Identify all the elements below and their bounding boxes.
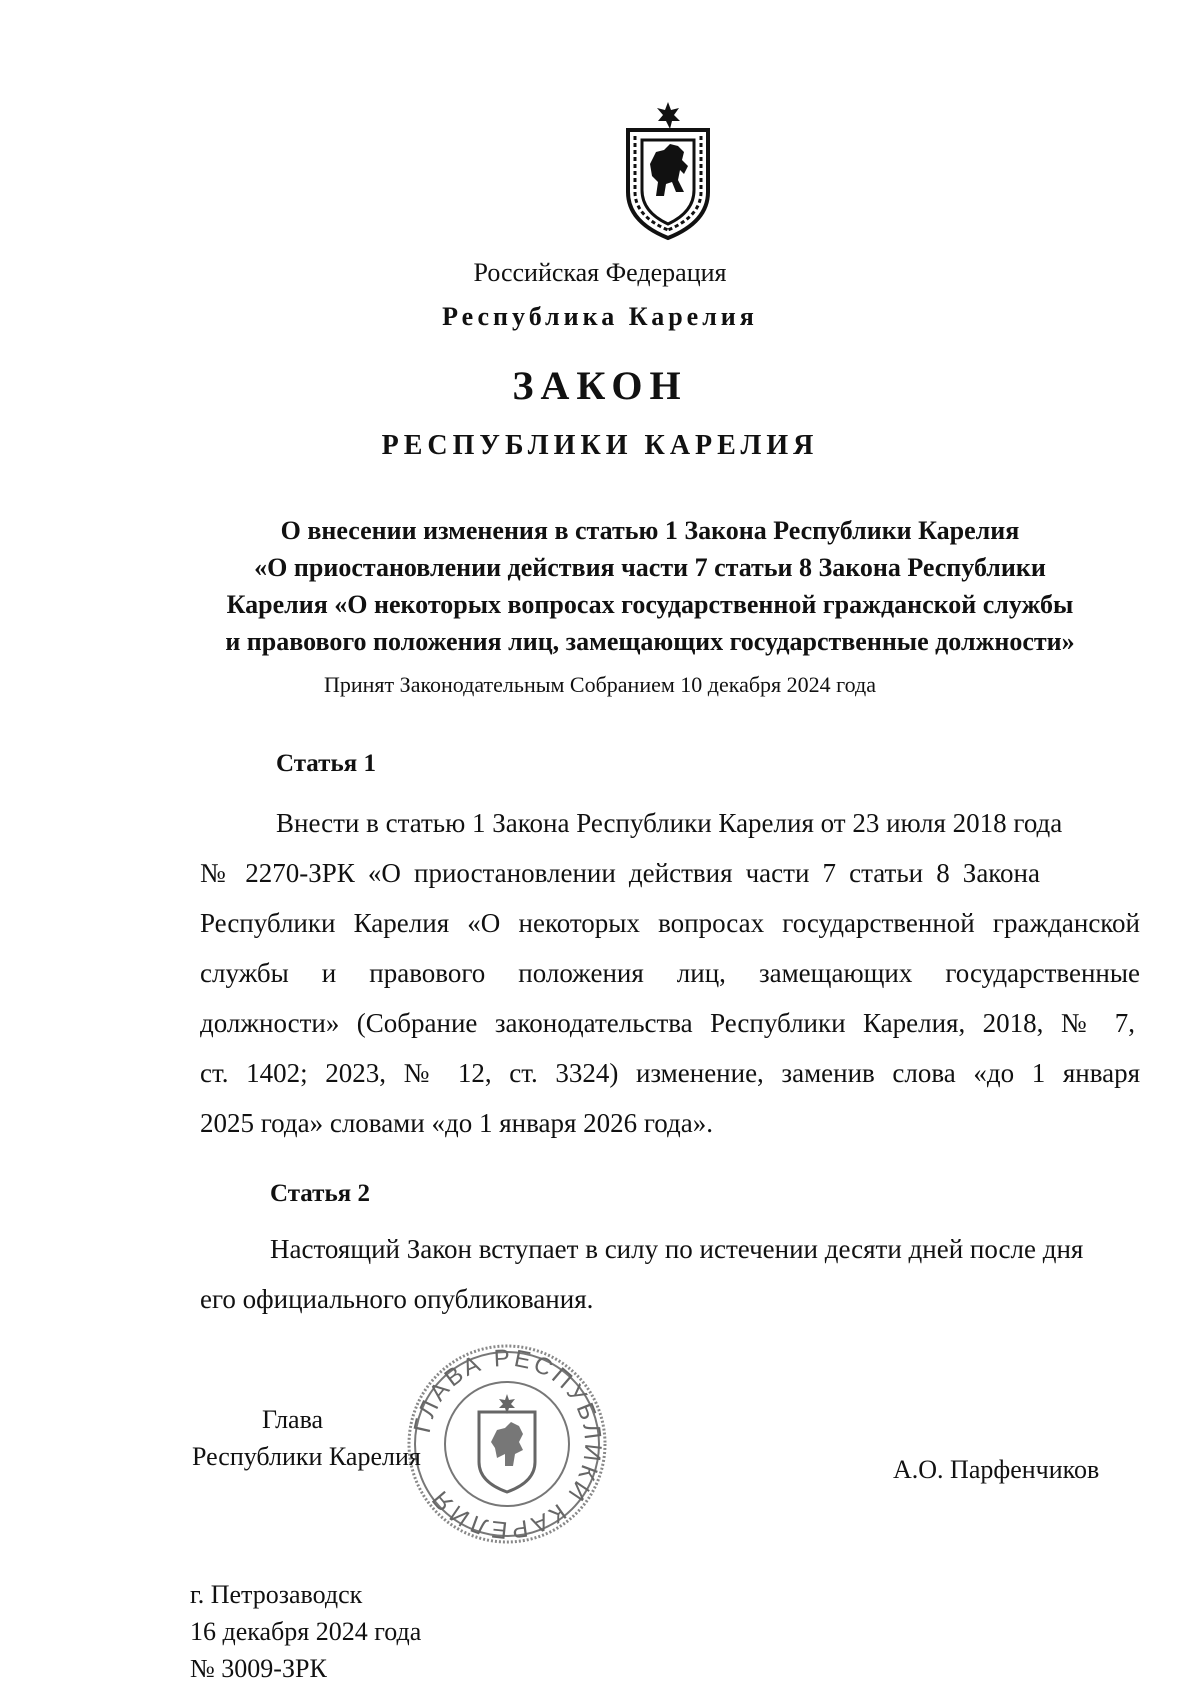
law-title-line: «О приостановлении действия части 7 статьи 8 Закона Республики <box>254 553 1046 582</box>
article-1-line: службы и правового положения лиц, замещающих государственные <box>200 958 1140 988</box>
article-1-line: Внести в статью 1 Закона Республики Карелия от 23 июля 2018 года <box>276 808 1063 838</box>
article-1-heading: Статья 1 <box>276 750 376 777</box>
place-of-signing: г. Петрозаводск <box>190 1580 363 1609</box>
article-1-line: Республики Карелия «О некоторых вопросах государственной гражданской <box>200 908 1140 938</box>
signatory-title: Республики Карелия <box>192 1442 421 1471</box>
coat-of-arms-icon <box>622 100 714 242</box>
document-type: ЗАКОН <box>512 363 688 408</box>
law-title-line: Карелия «О некоторых вопросах государственной гражданской службы <box>226 590 1074 619</box>
law-title-line: и правового положения лиц, замещающих государственные должности» <box>225 627 1075 656</box>
article-2-line: его официального опубликования. <box>200 1284 594 1314</box>
article-1-line: должности» (Собрание законодательства Республики Карелия, 2018, № 7, <box>200 1008 1135 1038</box>
article-1-line: ст. 1402; 2023, № 12, ст. 3324) изменение, заменив слова «до 1 января <box>200 1058 1140 1088</box>
seal-text: ГЛАВА РЕСПУБЛИКИ КАРЕЛИЯ <box>408 1344 607 1544</box>
signing-date: 16 декабря 2024 года <box>190 1617 422 1646</box>
article-2-line: Настоящий Закон вступает в силу по истечении десяти дней после дня <box>270 1234 1084 1264</box>
law-title-line: О внесении изменения в статью 1 Закона Республики Карелия <box>280 516 1020 545</box>
law-number: № 3009-ЗРК <box>190 1654 327 1683</box>
adoption-note: Принят Законодательным Собранием 10 декабря 2024 года <box>324 672 876 697</box>
law-title <box>160 512 1140 660</box>
article-2-heading: Статья 2 <box>270 1180 370 1207</box>
signatory-name: А.О. Парфенчиков <box>893 1455 1100 1484</box>
republic-name: Республика Карелия <box>442 302 758 331</box>
article-1-line: № 2270-ЗРК «О приостановлении действия части 7 статьи 8 Закона <box>200 858 1040 888</box>
official-seal-icon <box>405 1342 610 1547</box>
document-issuer: РЕСПУБЛИКИ КАРЕЛИЯ <box>381 430 819 461</box>
country-name: Российская Федерация <box>473 258 727 287</box>
article-1-line: 2025 года» словами «до 1 января 2026 года». <box>200 1108 713 1138</box>
signatory-title: Глава <box>262 1405 324 1434</box>
